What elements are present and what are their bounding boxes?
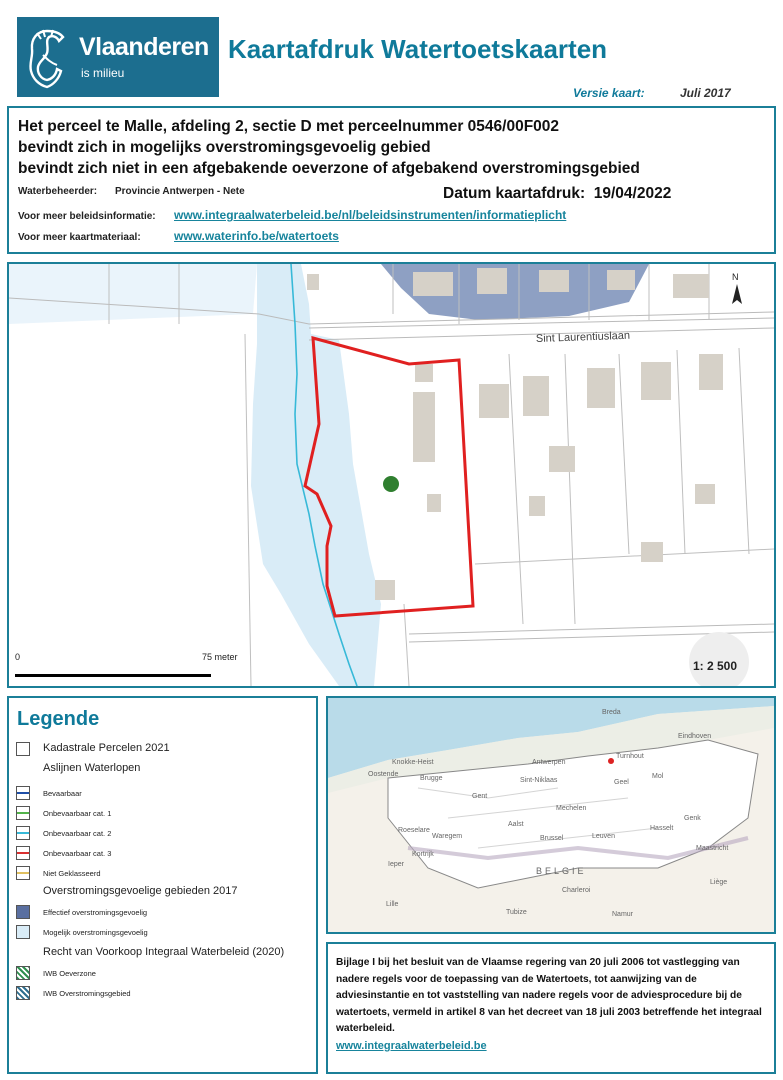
beleid-label: Voor meer beleidsinformatie: <box>18 211 156 222</box>
kadaster-label: Kadastrale Percelen 2021 <box>43 742 170 754</box>
map-canvas <box>9 264 774 686</box>
svg-text:Turnhout: Turnhout <box>616 753 644 760</box>
effectief-swatch <box>16 905 30 919</box>
svg-text:Mol: Mol <box>652 773 664 780</box>
scale-ratio: 1: 2 500 <box>693 659 738 673</box>
niet-geklasseerd-swatch <box>16 866 30 880</box>
svg-text:Brussel: Brussel <box>540 835 564 842</box>
datum-value: 19/04/2022 <box>593 185 672 202</box>
svg-text:Gent: Gent <box>472 793 488 800</box>
aslijnen-title: Aslijnen Waterlopen <box>43 762 141 774</box>
cat2-swatch <box>16 826 30 840</box>
svg-text:Geel: Geel <box>614 779 629 786</box>
svg-text:Namur: Namur <box>612 911 634 918</box>
svg-text:Genk: Genk <box>684 815 701 822</box>
overview-canvas <box>328 698 774 932</box>
svg-text:Roeselare: Roeselare <box>398 827 430 834</box>
cat2-label: Onbevaarbaar cat. 2 <box>43 829 112 838</box>
lion-icon <box>23 25 71 91</box>
effectief-label: Effectief overstromingsgevoelig <box>43 908 148 917</box>
info-box <box>7 106 776 254</box>
svg-text:Liège: Liège <box>710 879 728 886</box>
svg-text:Oostende: Oostende <box>368 771 399 778</box>
svg-text:Ieper: Ieper <box>388 861 404 868</box>
waterbeheerder-label: Waterbeheerder: <box>18 186 98 197</box>
iwb-overstroming-label: IWB Overstromingsgebied <box>43 989 131 998</box>
svg-text:Kortrijk: Kortrijk <box>412 851 434 858</box>
mogelijk-swatch <box>16 925 30 939</box>
svg-text:Brugge: Brugge <box>420 775 443 782</box>
status-line-2: bevindt zich niet in een afgebakende oeverzone of afgebakend overstromingsgebied <box>18 160 640 177</box>
parcel-marker <box>383 476 399 492</box>
bijlage-text: Bijlage I bij het besluit van de Vlaamse regering van 20 juli 2006 tot vastlegging van nadere regels voor de toepassing van de Watertoets, tot aanwijzing van de adviesinstantie en tot vaststelling van nadere regels voor de adviesprocedure bij de watertoets, vermeld in artikel 8 van het decreet van 18 juli 2003 betreffende het integraal waterbeleid. <box>336 957 762 1034</box>
legend-title: Legende <box>17 708 100 730</box>
svg-text:BELGIE: BELGIE <box>536 866 587 876</box>
page-title: Kaartafdruk Watertoetskaarten <box>228 34 608 64</box>
kaart-label: Voor meer kaartmateriaal: <box>18 232 141 243</box>
logo-subtitle: is milieu <box>81 66 125 80</box>
cat3-label: Onbevaarbaar cat. 3 <box>43 849 112 858</box>
svg-text:Breda: Breda <box>602 709 621 716</box>
scale-start: 0 <box>15 652 21 662</box>
cat3-swatch <box>16 846 30 860</box>
niet-geklasseerd-label: Niet Geklasseerd <box>43 869 101 878</box>
svg-text:Charleroi: Charleroi <box>562 887 591 894</box>
voorkoop-title: Recht van Voorkoop Integraal Waterbeleid (2020) <box>43 946 285 958</box>
svg-text:Leuven: Leuven <box>592 833 615 840</box>
north-label: N <box>732 272 739 282</box>
versie-label: Versie kaart: <box>573 86 645 100</box>
svg-text:Tubize: Tubize <box>506 909 527 916</box>
svg-text:Lille: Lille <box>386 901 399 908</box>
status-line-1: bevindt zich in mogelijks overstromingsgevoelig gebied <box>18 139 431 156</box>
kaart-link[interactable]: www.waterinfo.be/watertoets <box>174 229 339 243</box>
overview-marker <box>608 758 614 764</box>
iwb-overstroming-swatch <box>16 986 30 1000</box>
svg-text:Knokke-Heist: Knokke-Heist <box>392 759 434 766</box>
svg-text:Aalst: Aalst <box>508 821 524 828</box>
bijlage-box <box>326 942 776 1074</box>
scale-end: 75 meter <box>202 652 238 662</box>
datum-kaartafdruk <box>443 185 671 203</box>
datum-label: Datum kaartafdruk: <box>443 185 586 202</box>
bevaarbaar-swatch <box>16 786 30 800</box>
scale-bar <box>15 674 211 677</box>
versie-value: Juli 2017 <box>680 86 731 100</box>
kadaster-swatch <box>16 742 30 756</box>
mogelijk-label: Mogelijk overstromingsgevoelig <box>43 928 148 937</box>
overstroming-title: Overstromingsgevoelige gebieden 2017 <box>43 885 238 897</box>
logo-name: Vlaanderen <box>79 33 209 61</box>
iwb-oever-swatch <box>16 966 30 980</box>
bevaarbaar-label: Bevaarbaar <box>43 789 82 798</box>
iwb-oever-label: IWB Oeverzone <box>43 969 96 978</box>
beleid-link[interactable]: www.integraalwaterbeleid.be/nl/beleidsinstrumenten/informatieplicht <box>174 208 567 222</box>
cat1-swatch <box>16 806 30 820</box>
perceel-line: Het perceel te Malle, afdeling 2, sectie D met perceelnummer 0546/00F002 <box>18 118 560 135</box>
svg-text:Maastricht: Maastricht <box>696 845 729 852</box>
vlaanderen-logo <box>17 17 219 97</box>
cat1-label: Onbevaarbaar cat. 1 <box>43 809 112 818</box>
map-panel[interactable] <box>7 262 776 688</box>
flood-possible-top <box>9 264 257 324</box>
bijlage-link[interactable]: www.integraalwaterbeleid.be <box>336 1040 487 1052</box>
overview-map[interactable] <box>326 696 776 934</box>
street-label: Sint Laurentiuslaan <box>535 329 631 345</box>
legend-box <box>7 696 318 1074</box>
svg-text:Hasselt: Hasselt <box>650 825 674 832</box>
svg-text:Eindhoven: Eindhoven <box>678 733 712 740</box>
svg-text:Mechelen: Mechelen <box>556 805 587 812</box>
svg-text:Antwerpen: Antwerpen <box>532 759 566 766</box>
svg-text:Waregem: Waregem <box>432 833 463 840</box>
svg-text:Sint-Niklaas: Sint-Niklaas <box>520 777 558 784</box>
waterbeheerder-value: Provincie Antwerpen - Nete <box>115 186 245 197</box>
